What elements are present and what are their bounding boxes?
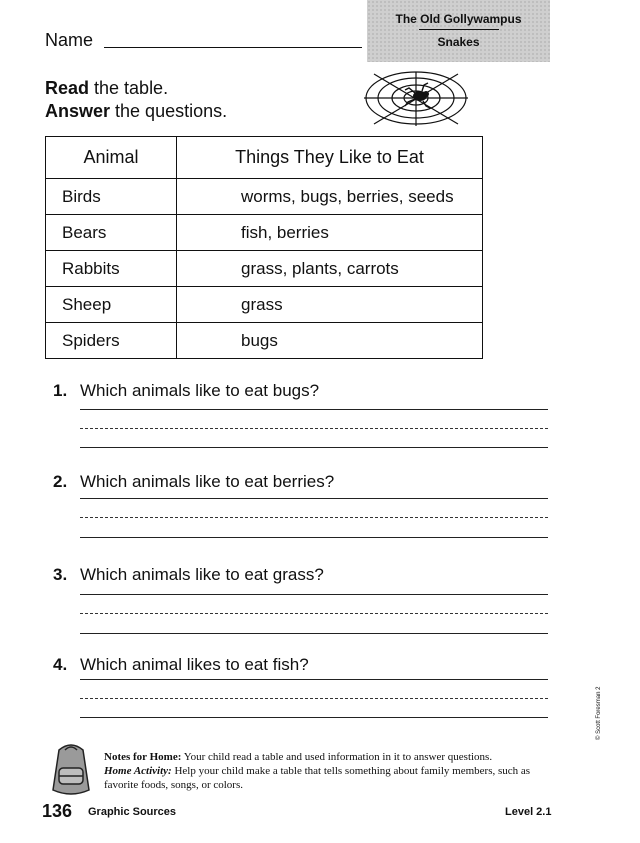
answer-line-bottom[interactable]: [80, 633, 548, 634]
question-text: Which animal likes to eat fish?: [80, 655, 309, 674]
table-row: [46, 215, 483, 251]
story-title: The Old Gollywampus: [395, 12, 522, 26]
question-number: 1.: [53, 381, 68, 400]
answer-line-mid[interactable]: [80, 517, 548, 518]
story-subtitle: Snakes: [437, 35, 480, 49]
home-activity-text: Help your child make a table that tells something about family members, such as favorite foods, songs, or colors.: [104, 765, 531, 791]
answer-line-top[interactable]: [80, 498, 548, 499]
question-2: [53, 472, 334, 492]
answer-line-bottom[interactable]: [80, 717, 548, 718]
section-name: Graphic Sources: [88, 806, 177, 818]
instruction-read-rest: the table.: [89, 78, 169, 98]
answer-line-bottom[interactable]: [80, 537, 548, 538]
instruction-answer-rest: the questions.: [110, 101, 228, 121]
instruction-answer: [45, 101, 227, 122]
table-row: [46, 287, 483, 323]
copyright-notice: © Scott Foresman 2: [596, 686, 602, 740]
home-activity-label: Home Activity:: [104, 765, 172, 777]
animal-cell: Spiders: [46, 323, 177, 359]
answer-line-bottom[interactable]: [80, 447, 548, 448]
animal-cell: Sheep: [46, 287, 177, 323]
animal-cell: Rabbits: [46, 251, 177, 287]
animal-cell: Bears: [46, 215, 177, 251]
answer-line-top[interactable]: [80, 679, 548, 680]
page-number: 136: [42, 801, 73, 821]
question-4: [53, 655, 309, 675]
answer-line-mid[interactable]: [80, 428, 548, 429]
question-text: Which animals like to eat bugs?: [80, 381, 320, 400]
name-label: Name: [45, 30, 94, 50]
answer-line-mid[interactable]: [80, 613, 548, 614]
animal-food-table: [45, 136, 483, 359]
instruction-read-bold: Read: [45, 78, 90, 98]
notes-for-home: [104, 750, 544, 792]
question-1: [53, 381, 319, 401]
table-row: [46, 251, 483, 287]
food-cell: grass, plants, carrots: [177, 251, 483, 287]
food-cell: fish, berries: [177, 215, 483, 251]
answer-line-top[interactable]: [80, 594, 548, 595]
instruction-answer-bold: Answer: [45, 101, 111, 121]
header-animal: Animal: [46, 137, 177, 179]
question-3: [53, 565, 324, 585]
answer-line-mid[interactable]: [80, 698, 548, 699]
level-label: Level 2.1: [505, 806, 552, 818]
story-tab: [367, 0, 550, 62]
question-number: 3.: [53, 565, 68, 584]
spider-web-icon: [360, 68, 472, 128]
answer-line-top[interactable]: [80, 409, 548, 410]
tab-divider: [419, 29, 499, 30]
question-text: Which animals like to eat berries?: [80, 472, 335, 491]
instruction-read: [45, 78, 168, 99]
question-number: 2.: [53, 472, 68, 491]
backpack-icon: [45, 740, 97, 798]
food-cell: worms, bugs, berries, seeds: [177, 179, 483, 215]
table-row: [46, 323, 483, 359]
food-cell: bugs: [177, 323, 483, 359]
notes-label: Notes for Home:: [104, 751, 182, 763]
notes-text: Your child read a table and used information in it to answer questions.: [181, 751, 493, 763]
table-row: [46, 179, 483, 215]
food-cell: grass: [177, 287, 483, 323]
animal-cell: Birds: [46, 179, 177, 215]
header-food: Things They Like to Eat: [177, 137, 483, 179]
question-text: Which animals like to eat grass?: [80, 565, 324, 584]
question-number: 4.: [53, 655, 68, 674]
table-header-row: [46, 137, 483, 179]
name-write-line[interactable]: [104, 47, 362, 48]
